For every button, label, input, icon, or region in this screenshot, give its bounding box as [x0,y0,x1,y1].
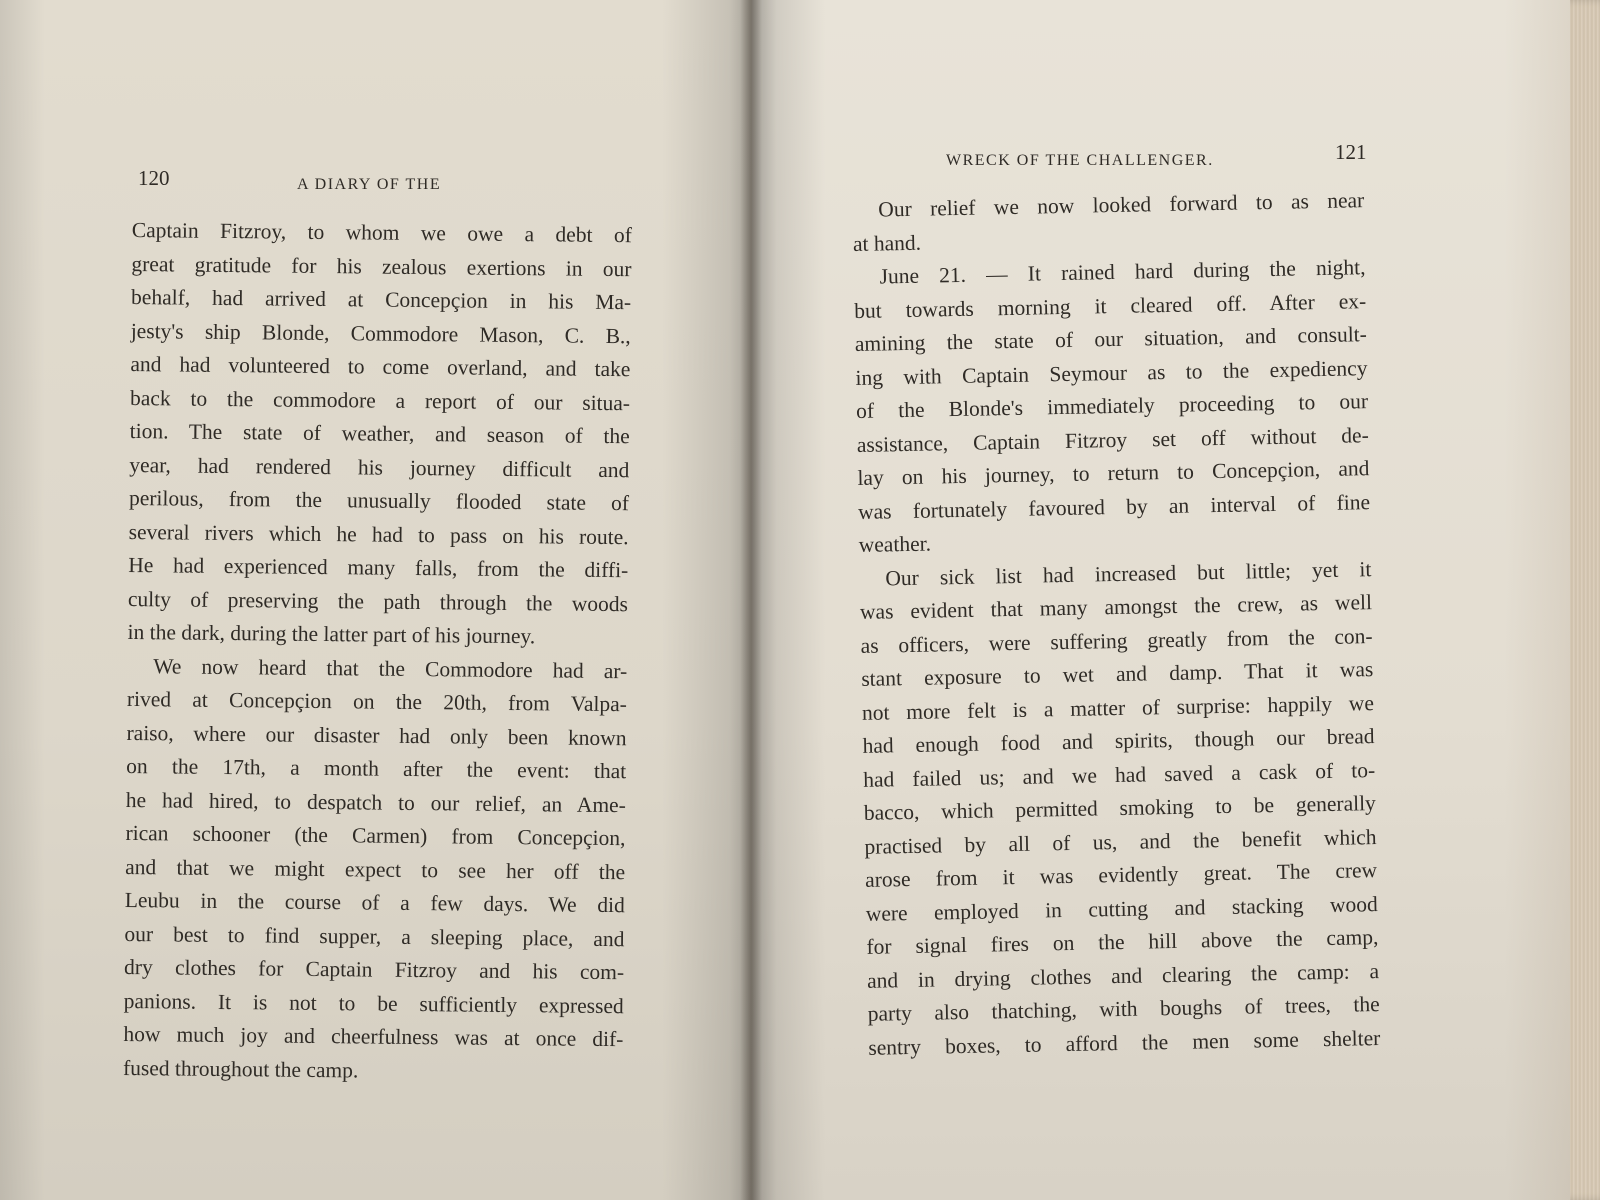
book-gutter [740,0,762,1200]
text-line: he had hired, to despatch to our relief, an Ame- [125,787,626,817]
text-line: Our relief we now looked forward to as near [878,188,1365,222]
text-line: party also thatching, with boughs of trees, the [867,992,1380,1026]
text-line: of the Blonde's immediately proceeding to our [855,389,1369,423]
left-body-text [123,214,632,1090]
text-line: bacco, which permitted smoking to be generally [863,791,1377,825]
right-running-head: WRECK OF THE CHALLENGER. [946,152,1214,169]
text-line: panions. It is not to be sufficiently expressed [123,988,624,1018]
text-line: ing with Captain Seymour as to the expediency [855,355,1368,390]
text-line: stant exposure to wet and damp. That it was [861,657,1374,691]
text-line: raiso, where our disaster had only been known [126,720,627,750]
left-page-number: 120 [138,166,170,190]
text-line: and in drying clothes and clearing the camp: a [866,958,1380,993]
text-line: practised by all of us, and the benefit which [864,824,1377,859]
text-line: June 21. — It rained hard during the night, [879,255,1366,289]
text-line: was evident that many amongst the crew, as well [859,590,1373,624]
left-running-head: A DIARY OF THE [297,176,442,193]
text-line: as officers, were suffering greatly from the con- [860,623,1373,658]
text-line: our best to find supper, a sleeping place, and [124,921,625,951]
text-line: dry clothes for Captain Fitzroy and his com- [123,954,625,985]
text-line: Captain Fitzroy, to whom we owe a debt of [131,217,632,248]
text-line: perilous, from the unusually flooded state of [128,485,630,516]
text-line: in the dark, during the latter part of his journey. [127,619,536,649]
text-line: He had experienced many falls, from the diffi- [128,552,629,583]
text-line: great gratitude for his zealous exertions in our [131,251,632,281]
text-line: was fortunately favoured by an interval of fine [857,489,1371,524]
text-line: not more felt is a matter of surprise: happily we [861,690,1375,725]
text-line: Leubu in the course of a few days. We did [124,887,625,918]
text-line: assistance, Captain Fitzroy set off without de- [856,422,1369,457]
text-line: Our sick list had increased but little; yet it [885,556,1372,590]
text-line: had enough food and spirits, though our bread [862,724,1375,758]
right-page [752,0,1570,1200]
text-line: had failed us; and we had saved a cask of to- [863,757,1376,792]
text-line: and had volunteered to come overland, and take [130,351,631,382]
text-line: but towards morning it cleared off. After ex- [854,288,1367,323]
text-line: fused throughout the camp. [122,1055,359,1082]
text-line: sentry boxes, to afford the men some shelter [868,1025,1381,1060]
text-line: rican schooner (the Carmen) from Concepçion, [125,820,626,851]
text-line: for signal fires on the hill above the camp, [866,925,1379,959]
text-line: lay on his journey, to return to Concepçion, and [857,456,1370,490]
text-line: on the 17th, a month after the event: that [126,753,627,784]
text-line: amining the state of our situation, and consult- [854,322,1368,356]
text-line: culty of preserving the path through the woods [127,586,629,616]
text-line: jesty's ship Blonde, Commodore Mason, C. B., [130,318,631,348]
text-line: tion. The state of weather, and season of the [129,418,630,449]
text-line: year, had rendered his journey difficult and [129,452,630,482]
text-line: back to the commodore a report of our situa- [129,385,631,415]
left-page [0,0,752,1200]
right-body-text [852,184,1381,1065]
text-line: at hand. [852,230,922,256]
text-line: were employed in cutting and stacking wood [865,891,1378,926]
text-line: arose from it was evidently great. The crew [864,858,1378,892]
text-line: We now heard that the Commodore had ar- [153,653,628,683]
text-line: how much joy and cheerfulness was at once dif- [123,1021,624,1052]
text-line: several rivers which he had to pass on his route. [128,519,629,549]
text-line: behalf, had arrived at Concepçion in his Ma- [131,284,632,315]
right-page-number: 121 [1335,140,1367,164]
text-line: rived at Concepçion on the 20th, from Valpa- [126,686,628,717]
text-line: weather. [858,531,932,557]
text-line: and that we might expect to see her off the [125,854,626,884]
